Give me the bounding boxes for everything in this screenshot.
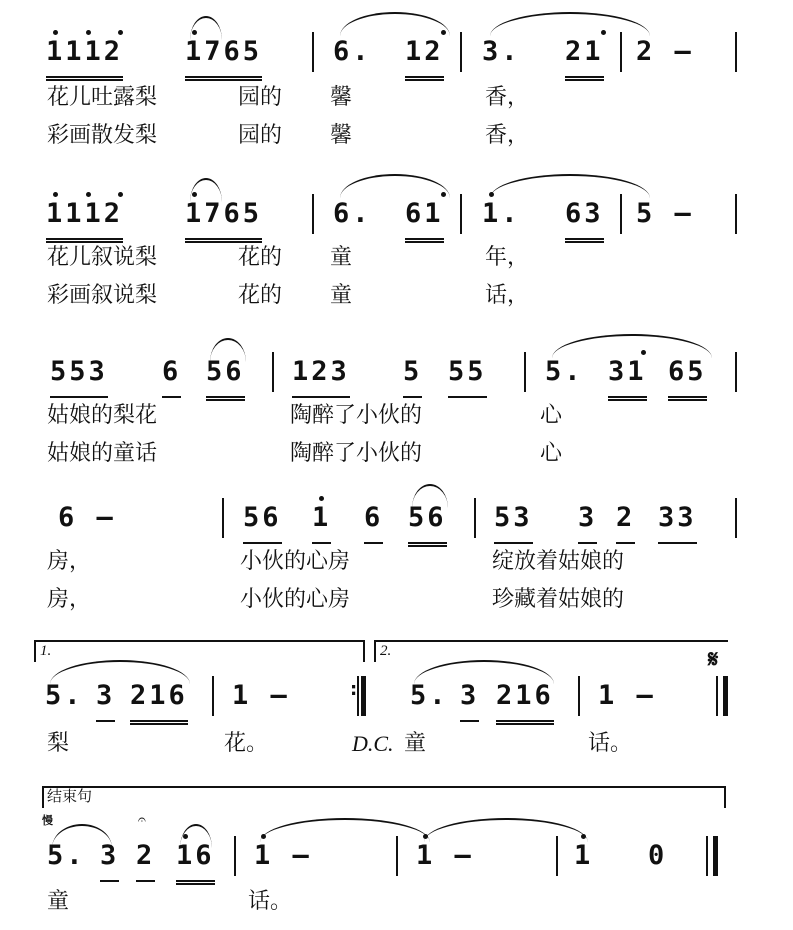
note-group: 21 <box>565 28 604 81</box>
slur <box>190 16 222 40</box>
notes-row <box>0 494 793 542</box>
note-group: 61 <box>405 190 444 243</box>
note-group: 1 — <box>254 840 312 871</box>
note-group: 6 — <box>58 502 116 533</box>
note-group: 6. <box>333 36 372 67</box>
note-group: 216 <box>496 672 554 725</box>
note-group: 55 <box>448 348 487 398</box>
note-group: 0 <box>648 840 668 871</box>
barline <box>578 676 580 716</box>
barline <box>272 352 274 392</box>
lyric-text: 花的 <box>238 245 283 270</box>
note-group: 33 <box>658 494 697 544</box>
tie <box>260 818 430 842</box>
lyric-text: 馨 <box>330 123 353 148</box>
note-group: 63 <box>565 190 604 243</box>
lyrics-line-1 <box>0 728 793 760</box>
lyrics-line-1 <box>0 400 793 432</box>
note-group: 5. <box>545 356 584 387</box>
tie <box>424 818 588 842</box>
note-group: 5. <box>410 680 449 711</box>
note-group: 1112 <box>46 28 123 81</box>
note-group: 123 <box>292 348 350 398</box>
note-group: 1112 <box>46 190 123 243</box>
volta-2-label: 2. <box>380 643 392 659</box>
slur <box>340 174 450 198</box>
note-group: 1 <box>574 840 594 871</box>
lyric-text: 心 <box>540 441 563 466</box>
barline <box>524 352 526 392</box>
lyric-text: 梨 <box>47 731 70 756</box>
lyric-text: 话。 <box>588 731 633 756</box>
lyric-text: 彩画散发梨 <box>47 123 158 148</box>
note-group: 6. <box>333 198 372 229</box>
note-group: 5 — <box>636 198 694 229</box>
lyric-text: 园的 <box>238 85 283 110</box>
volta-1-label: 1. <box>40 643 52 659</box>
slur <box>490 12 650 36</box>
lyric-text: 花。 <box>224 731 269 756</box>
lyric-text: 童 <box>330 245 353 270</box>
lyric-text: 花儿吐露梨 <box>47 85 158 110</box>
note-group: 3 <box>460 672 479 722</box>
lyric-text: 小伙的心房 <box>240 587 351 612</box>
note-group: 553 <box>50 348 108 398</box>
slur <box>552 334 712 358</box>
lyric-text: 小伙的心房 <box>240 549 351 574</box>
lyric-text: 花的 <box>238 283 283 308</box>
lyric-text: 园的 <box>238 123 283 148</box>
lyric-text: 彩画叙说梨 <box>47 283 158 308</box>
note-group: 1. <box>482 198 521 229</box>
barline <box>396 836 398 876</box>
volta-2-bracket <box>374 640 728 662</box>
lyric-text: 童 <box>330 283 353 308</box>
barline <box>312 32 314 72</box>
lyrics-line-2 <box>0 438 793 470</box>
barline <box>460 194 462 234</box>
lyric-text: 童 <box>47 889 70 914</box>
note-group: 56 <box>206 348 245 401</box>
note-group: 6 <box>162 348 181 398</box>
lyrics-line-1 <box>0 82 793 114</box>
note-group: 5. <box>47 840 86 871</box>
lyric-text: 香， <box>485 85 530 110</box>
note-group: 65 <box>668 348 707 401</box>
lyric-text: 话， <box>485 283 530 308</box>
barline <box>222 498 224 538</box>
barline <box>735 194 737 234</box>
note-group: 1765 <box>185 190 262 243</box>
lyrics-line-1 <box>0 546 793 578</box>
lyric-text: 心 <box>540 403 563 428</box>
segno-icon: 𝄋 <box>708 644 719 673</box>
note-group: 2 <box>616 494 635 544</box>
lyric-text: 房， <box>47 549 92 574</box>
barline <box>735 352 737 392</box>
barline <box>212 676 214 716</box>
barline <box>735 32 737 72</box>
note-group: 1765 <box>185 28 262 81</box>
repeat-end-barline: : <box>350 676 364 716</box>
slur <box>52 824 112 848</box>
barline <box>620 32 622 72</box>
lyric-text: 话。 <box>248 889 293 914</box>
octave-dot <box>118 192 123 197</box>
barline <box>460 32 462 72</box>
note-group: 53 <box>494 494 533 544</box>
ending-bracket <box>42 786 726 808</box>
slur <box>340 12 450 36</box>
lyric-text: 房， <box>47 587 92 612</box>
note-group: 1 <box>312 494 331 544</box>
fermata-icon: 𝄐 <box>138 812 146 828</box>
octave-dot <box>86 30 91 35</box>
lyrics-line-2 <box>0 584 793 616</box>
slur <box>50 660 190 684</box>
note-group: 1 — <box>598 680 656 711</box>
lyric-text: 童 <box>404 731 427 756</box>
da-capo-mark: D.C. <box>352 731 394 756</box>
ending-label: 结束句 <box>47 787 93 805</box>
note-group: 5 <box>403 348 422 398</box>
barline <box>234 836 236 876</box>
slur <box>414 660 554 684</box>
lyric-text: 香， <box>485 123 530 148</box>
barline <box>474 498 476 538</box>
tempo-marking: 慢 <box>42 814 53 827</box>
slur <box>180 824 212 848</box>
note-group: 16 <box>176 832 215 885</box>
note-group: 216 <box>130 672 188 725</box>
octave-dot <box>86 192 91 197</box>
lyric-text: 陶醉了小伙的 <box>290 403 423 428</box>
note-group: 1 — <box>416 840 474 871</box>
note-group: 3 <box>100 832 119 882</box>
slur <box>190 178 222 202</box>
lyrics-line-2 <box>0 120 793 152</box>
note-group: 12 <box>405 28 444 81</box>
lyric-text: 绽放着姑娘的 <box>492 549 625 574</box>
lyric-text: 年， <box>485 245 530 270</box>
final-barline <box>706 836 718 876</box>
barline <box>556 836 558 876</box>
note-group: 56 <box>243 494 282 544</box>
barline <box>735 498 737 538</box>
lyrics-line-2 <box>0 280 793 312</box>
barline <box>620 194 622 234</box>
lyric-text: 姑娘的童话 <box>47 441 158 466</box>
lyric-text: 陶醉了小伙的 <box>290 441 423 466</box>
note-group: 2 <box>136 832 155 882</box>
octave-dot <box>53 192 58 197</box>
lyrics-line-1 <box>0 886 793 918</box>
octave-dot <box>53 30 58 35</box>
note-group: 3. <box>482 36 521 67</box>
note-group: 1 — <box>232 680 290 711</box>
note-group: 31 <box>608 348 647 401</box>
octave-dot <box>319 496 324 501</box>
note-group: 3 <box>96 672 115 722</box>
note-group: 5. <box>45 680 84 711</box>
lyrics-line-1 <box>0 242 793 274</box>
note-group: 56 <box>408 494 447 547</box>
barline <box>312 194 314 234</box>
note-group: 3 <box>578 494 597 544</box>
slur <box>490 174 650 198</box>
volta-1-bracket <box>34 640 365 662</box>
double-barline <box>716 676 728 716</box>
lyric-text: 花儿叙说梨 <box>47 245 158 270</box>
lyric-text: 姑娘的梨花 <box>47 403 158 428</box>
lyric-text: 珍藏着姑娘的 <box>492 587 625 612</box>
note-group: 6 <box>364 494 383 544</box>
slur <box>412 484 448 508</box>
octave-dot <box>118 30 123 35</box>
note-group: 2 — <box>636 36 694 67</box>
lyric-text: 馨 <box>330 85 353 110</box>
slur <box>210 338 246 362</box>
